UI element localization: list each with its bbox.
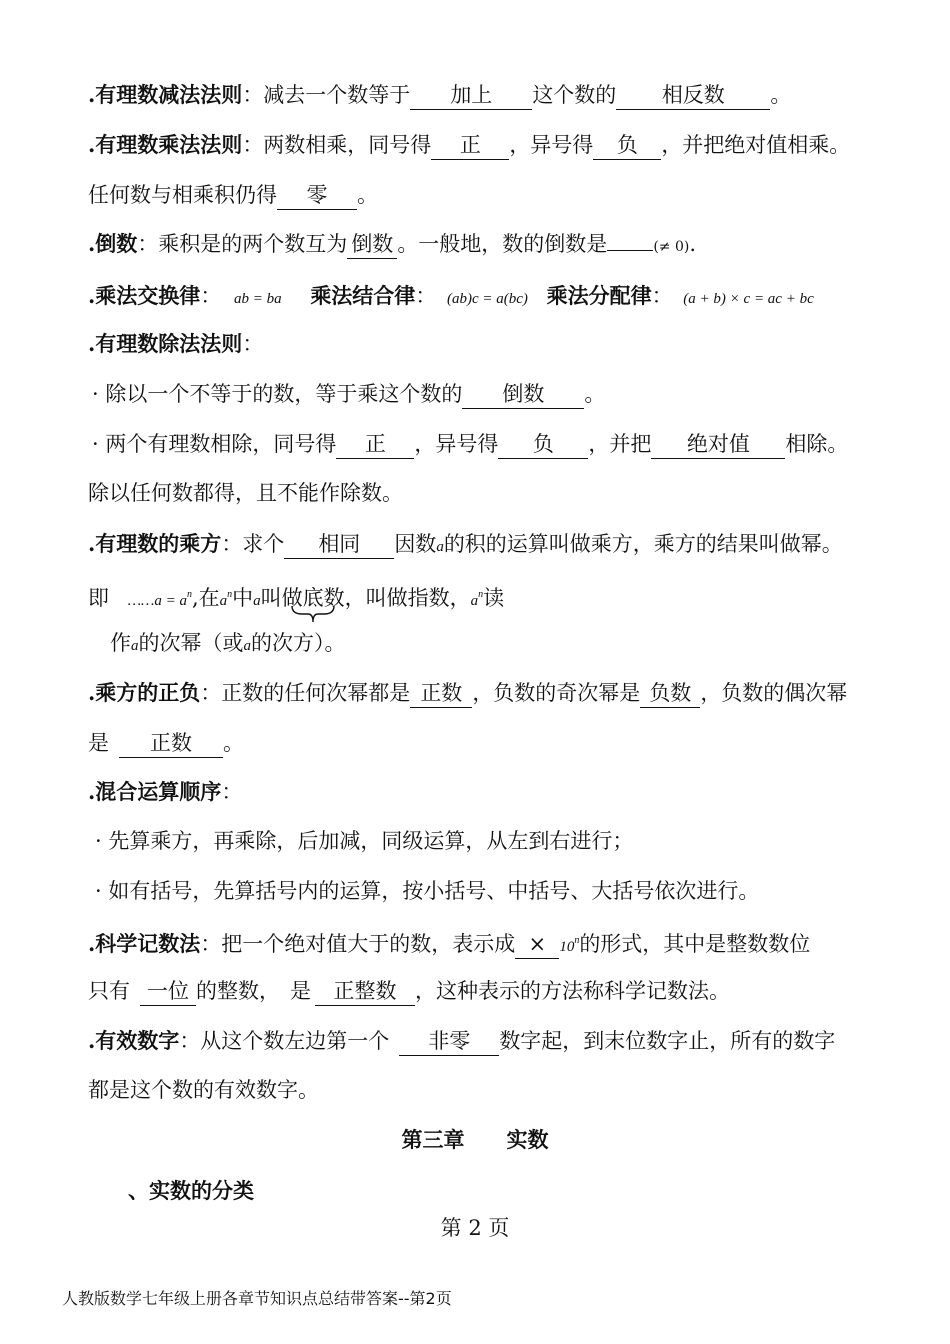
significant-figures [88, 1026, 835, 1056]
text: 都是这个数的有效数字。 [88, 1078, 319, 1102]
commutative-formula: ab = ba [234, 291, 282, 307]
laws-multiplication: .乘法交换律： ab = ba 乘法结合律： (ab)c = a(bc) 乘法分配律： (a + b) × c = ac + bc [88, 283, 814, 308]
answer-blank: 正整数 [315, 977, 415, 1006]
answer-blank: 相反数 [616, 81, 770, 110]
heading: .有效数字 [88, 1028, 180, 1053]
text: ：两数相乘，同号得 [242, 133, 432, 157]
text: ，这种表示的方法称科学记数法。 [415, 979, 730, 1003]
answer-blank: 正 [336, 430, 414, 459]
text: ,在 [191, 586, 220, 610]
text: 即 [88, 586, 109, 610]
text: 只有 [88, 979, 130, 1003]
text: ：正数的任何次幂都是 [200, 681, 411, 705]
text: 。 [357, 183, 378, 207]
heading: .科学记数法 [88, 931, 201, 956]
answer-blank: 绝对值 [651, 430, 785, 459]
answer-blank: 零 [277, 181, 357, 210]
text: 是 [290, 979, 311, 1003]
heading: .倒数 [88, 231, 138, 256]
text: 的次幂（或 [138, 631, 244, 655]
answer-blank: 倒数 [462, 380, 584, 409]
associative-heading: 乘法结合律 [310, 283, 416, 308]
text: 任何数与相乘积仍得 [88, 183, 277, 207]
text: 叫做底数，叫做指数， [260, 586, 471, 610]
order-rule-1 [95, 826, 633, 856]
text: ：把一个绝对值大于的数，表示成 [200, 932, 516, 956]
answer-blank: 加上 [410, 81, 532, 110]
rule-multiplication [88, 130, 850, 160]
power-definition [88, 529, 843, 562]
section-title: 、实数的分类 [128, 1178, 254, 1203]
reciprocal [88, 229, 696, 262]
math-product: ……a = a [127, 593, 187, 609]
heading: .有理数乘法法则 [88, 132, 243, 157]
answer-blank [607, 250, 653, 251]
text: 。 [584, 382, 606, 406]
answer-blank: 正 [431, 131, 509, 160]
page-number: 第 2 页 [440, 1216, 510, 1240]
answer-blank: 倒数 [347, 230, 397, 259]
answer-blank: 一位 [140, 977, 196, 1006]
rule-division-3 [88, 478, 403, 508]
heading: .有理数除法法则 [88, 331, 243, 356]
heading: .有理数减法法则 [88, 82, 243, 107]
answer-blank: 相同 [284, 530, 394, 559]
heading: .混合运算顺序 [88, 779, 222, 804]
rule-division-2 [92, 429, 848, 459]
scientific-notation-2 [88, 976, 730, 1006]
text: 。一般地，数的倒数是 [397, 232, 608, 256]
text: ，异号得 [414, 432, 499, 456]
text: 的形式，其中是整数数位 [579, 932, 811, 956]
text: 数字起，到末位数字止，所有的数字 [499, 1029, 836, 1053]
text: 读 [483, 586, 505, 610]
footer-caption: 人教版数学七年级上册各章节知识点总结带答案--第2页 [62, 1289, 452, 1308]
answer-blank: 负 [498, 430, 588, 459]
text: 。 [223, 731, 244, 755]
text: 是 [88, 731, 109, 755]
answer-blank: 负 [593, 131, 661, 160]
text: 因数 [394, 532, 437, 556]
order-of-operations-heading: .混合运算顺序： [88, 779, 243, 804]
text: 除以任何数都得，且不能作除数。 [88, 481, 403, 505]
brace-icon [288, 600, 338, 630]
answer-blank: 负数 [640, 679, 700, 708]
text: 作 [110, 631, 131, 655]
text: ，并把 [588, 432, 652, 456]
text: · 先算乘方，再乘除，后加减，同级运算，从左到右进行； [95, 829, 634, 853]
text: 相除。 [785, 432, 849, 456]
associative-formula: (ab)c = a(bc) [447, 291, 528, 307]
text: ：减去一个数等于 [242, 83, 411, 107]
rule-multiplication-zero [88, 180, 378, 210]
text: ：求个 [221, 532, 285, 556]
answer-blank: 正数 [410, 679, 472, 708]
text: 。 [770, 83, 792, 107]
text: ，并把绝对值相乘。 [661, 133, 851, 157]
text: ，负数的奇次幂是 [472, 681, 641, 705]
power-reading: 作a的次幂（或a的次方）。 [110, 631, 346, 655]
text: ：乘积是的两个数互为 [137, 232, 348, 256]
distributive-formula: (a + b) × c = ac + bc [683, 291, 814, 307]
heading: .有理数的乘方 [88, 531, 222, 556]
commutative-heading: .乘法交换律 [88, 283, 201, 308]
rule-division-heading: .有理数除法法则： [88, 331, 264, 356]
order-rule-2 [95, 876, 759, 906]
text: ，异号得 [509, 133, 594, 157]
distributive-heading: 乘法分配律 [546, 283, 652, 308]
text: · 两个有理数相除，同号得 [92, 432, 337, 456]
text: . [689, 232, 697, 256]
text: · 如有括号，先算括号内的运算，按小括号、中括号、大括号依次进行。 [95, 879, 760, 903]
answer-blank: 正数 [119, 729, 223, 758]
text: 这个数的 [532, 83, 617, 107]
answer-blank: × [515, 930, 559, 959]
answer-blank: 非零 [399, 1027, 499, 1056]
text: 的积的运算叫做乘方，乘方的结果叫做幂。 [443, 532, 843, 556]
heading: .乘方的正负 [88, 680, 201, 705]
condition: (≠ 0) [653, 239, 690, 255]
text: ：从这个数左边第一个 [179, 1029, 390, 1053]
text: 的次方）。 [251, 631, 346, 655]
scientific-notation: .科学记数法：把一个绝对值大于的数，表示成 × $10^n$的形式，其中是整数数位 [88, 926, 810, 962]
rule-division-1 [92, 379, 605, 409]
rule-subtraction [88, 80, 791, 110]
chapter-title: 第三章 实数 [401, 1127, 549, 1152]
text: ，负数的偶次幂 [700, 681, 848, 705]
text: 的整数， [196, 979, 280, 1003]
text: 中 [232, 586, 254, 610]
text: · 除以一个不等于的数，等于乘这个数的 [92, 382, 463, 406]
significant-figures-2 [88, 1075, 319, 1105]
power-notation: 即 ……a = $a^n$,在$a^n$中a叫做底数，叫做指数，$a^n$读 [88, 586, 505, 610]
power-sign-2 [88, 728, 244, 758]
power-sign [88, 678, 847, 708]
math-a: a [436, 539, 444, 555]
